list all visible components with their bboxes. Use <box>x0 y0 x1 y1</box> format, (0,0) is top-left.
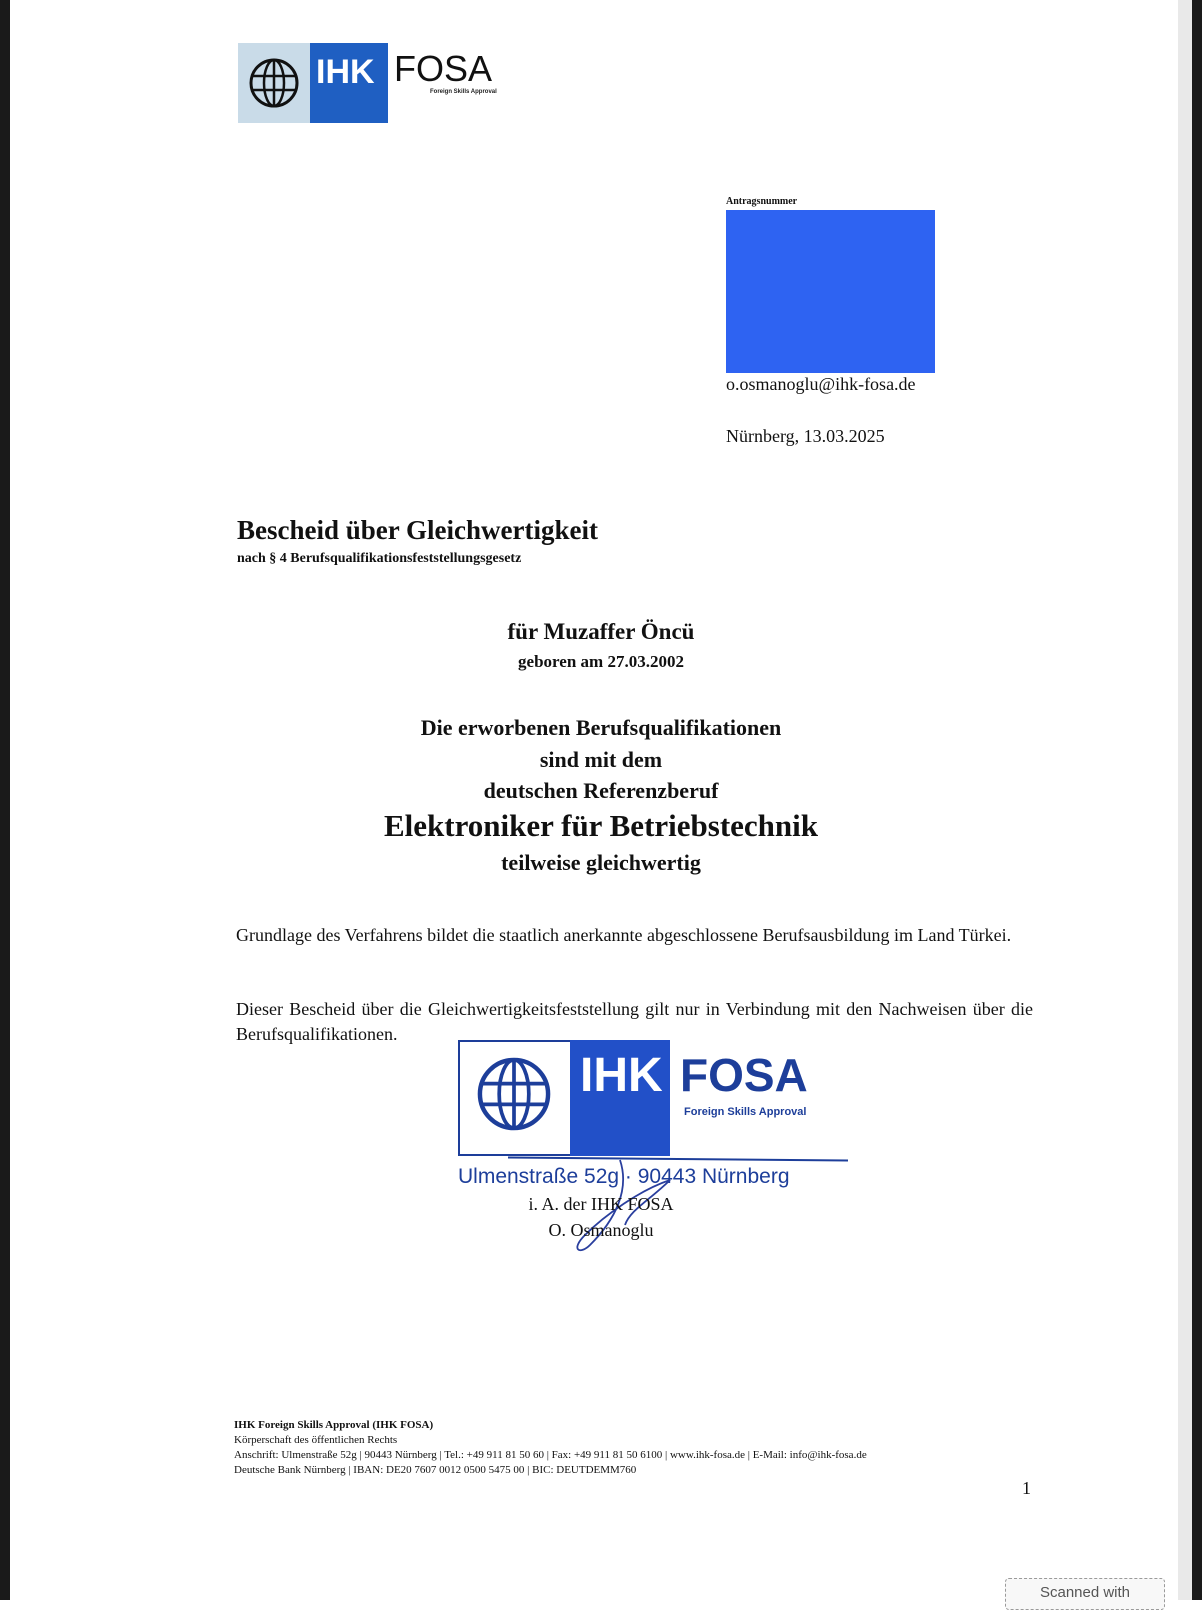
qualification-line-2: sind mit dem <box>539 747 663 772</box>
stamp-subtitle: Foreign Skills Approval <box>684 1106 807 1118</box>
validity-paragraph: Dieser Bescheid über die Gleichwertigkeitsfeststellung gilt nur in Verbindung mit den Nachweisen über die Berufsqualifikationen. <box>236 999 1033 1044</box>
scanned-with-badge: Scanned with <box>1005 1578 1165 1610</box>
qualification-line-3: deutschen Referenzberuf <box>483 778 719 803</box>
official-stamp <box>458 1040 854 1164</box>
contact-email: o.osmanoglu@ihk-fosa.de <box>726 374 916 394</box>
basis-paragraph: Grundlage des Verfahrens bildet die staatlich anerkannte abgeschlossene Berufsausbildung im Land Türkei. <box>236 925 1012 945</box>
place-date: Nürnberg, 13.03.2025 <box>726 426 885 446</box>
logo-ihk-text: IHK <box>310 43 388 123</box>
stamp-address: Ulmenstraße 52g · 90443 Nürnberg <box>458 1165 790 1188</box>
application-number-label: Antragsnummer <box>726 196 798 207</box>
stamp-globe-icon <box>474 1054 554 1139</box>
person-name: für Muzaffer Öncü <box>507 619 695 644</box>
ihk-fosa-logo <box>238 43 497 123</box>
footer-bank: Deutsche Bank Nürnberg | IBAN: DE20 7607 0012 0500 5475 00 | BIC: DEUTDEMM760 <box>234 1464 637 1476</box>
footer <box>234 1418 867 1478</box>
footer-legal-form: Körperschaft des öffentlichen Rechts <box>234 1434 398 1446</box>
document-title: Bescheid über Gleichwertigkeit <box>237 515 598 545</box>
equivalence-result: teilweise gleichwertig <box>501 850 701 875</box>
reference-profession: Elektroniker für Betriebstechnik <box>384 808 818 843</box>
stamp-fosa-text: FOSA <box>680 1049 808 1101</box>
signature-line-2: O. Osmanoglu <box>548 1220 654 1240</box>
page-number: 1 <box>1022 1478 1031 1498</box>
logo-fosa-text: FOSA <box>394 48 493 89</box>
logo-subtitle: Foreign Skills Approval <box>430 89 497 95</box>
footer-address: Anschrift: Ulmenstraße 52g | 90443 Nürnberg | Tel.: +49 911 81 50 60 | Fax: +49 911 81 50 6100 | www.ihk-fosa.de | E-Mail: info@ihk-fosa.de <box>234 1449 867 1461</box>
footer-organization: IHK Foreign Skills Approval (IHK FOSA) <box>234 1419 434 1431</box>
globe-icon <box>238 43 310 123</box>
birth-date: geboren am 27.03.2002 <box>518 652 684 671</box>
redaction-box <box>726 210 935 373</box>
stamp-ihk-text: IHK <box>580 1049 663 1102</box>
document-subtitle: nach § 4 Berufsqualifikationsfeststellungsgesetz <box>237 551 522 566</box>
qualification-line-1: Die erworbenen Berufsqualifikationen <box>420 715 782 740</box>
signature-line-1: i. A. der IHK FOSA <box>528 1194 674 1214</box>
